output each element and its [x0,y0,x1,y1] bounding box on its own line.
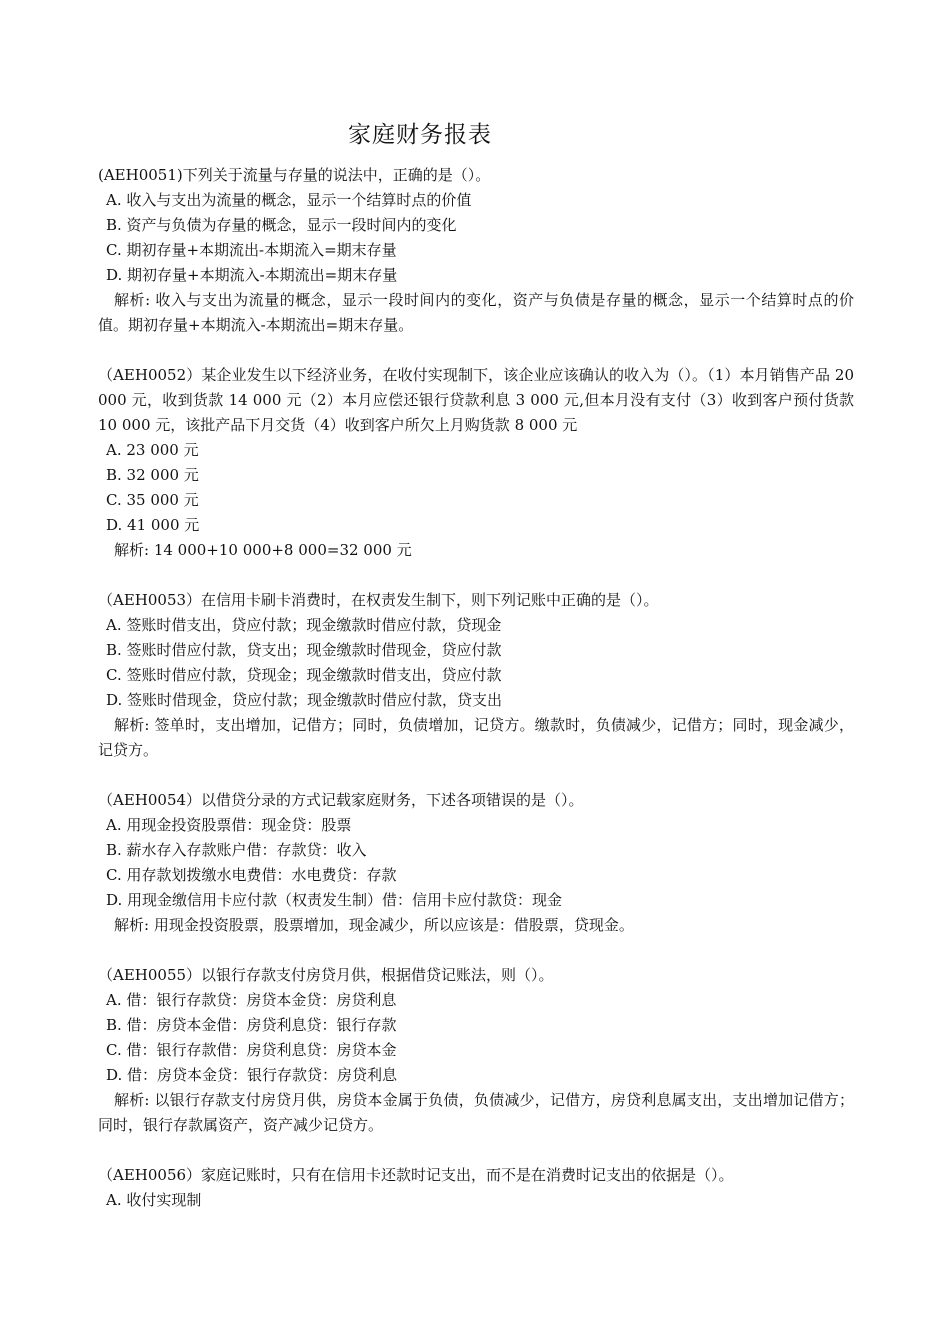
page-title: 家庭财务报表 [348,122,492,148]
question-stem: (AEH0051)下列关于流量与存量的说法中，正确的是（）。 [98,166,491,184]
answer-explanation: 解析: 签单时，支出增加，记借方；同时，负债增加，记贷方。缴款时，负债减少，记借方；同时，现金减少，记贷方。 [98,716,854,759]
answer-option: C. 35 000 元 [106,491,199,509]
answer-option: D. 期初存量+本期流入-本期流出=期末存量 [106,266,398,284]
answer-explanation: 解析: 14 000+10 000+8 000=32 000 元 [114,541,412,559]
question-block [98,1163,854,1213]
answer-option: D. 签账时借现金，贷应付款；现金缴款时借应付款，贷支出 [106,691,503,709]
question-block [98,588,854,763]
question-block [98,963,854,1138]
answer-option: A. 签账时借支出，贷应付款；现金缴款时借应付款，贷现金 [106,616,502,634]
answer-option: A. 23 000 元 [106,441,199,459]
answer-explanation: 解析: 用现金投资股票，股票增加，现金减少，所以应该是：借股票，贷现金。 [114,916,634,934]
answer-option: C. 签账时借应付款，贷现金；现金缴款时借支出，贷应付款 [106,666,502,684]
answer-explanation: 解析: 收入与支出为流量的概念，显示一段时间内的变化，资产与负债是存量的概念，显示一个结算时点的价值。期初存量+本期流入-本期流出=期末存量。 [98,291,854,334]
answer-option: B. 签账时借应付款，贷支出；现金缴款时借现金，贷应付款 [106,641,502,659]
question-block [98,363,854,563]
answer-option: B. 资产与负债为存量的概念，显示一段时间内的变化 [106,216,457,234]
question-block [98,788,854,938]
answer-option: D. 借：房贷本金贷：银行存款贷：房贷利息 [106,1066,398,1084]
question-stem: （AEH0055）以银行存款支付房贷月供，根据借贷记账法，则（）。 [98,966,554,984]
answer-option: A. 借：银行存款贷：房贷本金贷：房贷利息 [106,991,397,1009]
answer-option: A. 收入与支出为流量的概念，显示一个结算时点的价值 [106,191,472,209]
question-block [98,163,854,338]
answer-option: D. 41 000 元 [106,516,200,534]
answer-option: C. 借：银行存款借：房贷利息贷：房贷本金 [106,1041,397,1059]
question-stem: （AEH0056）家庭记账时，只有在信用卡还款时记支出，而不是在消费时记支出的依据是（）。 [98,1166,734,1184]
question-stem: （AEH0052）某企业发生以下经济业务，在收付实现制下，该企业应该确认的收入为（）。（1）本月销售产品 20 000 元，收到货款 14 000 元（2）本月应偿还银行贷款利息 3 000 元,但本月没有支付（3）收到客户预付货款 10 000 元，该批产品下月交货（4）收到客户所欠上月购货款 8 000 元 [98,366,854,434]
answer-option: C. 用存款划拨缴水电费借：水电费贷：存款 [106,866,397,884]
answer-option: A. 收付实现制 [106,1191,202,1209]
answer-option: B. 薪水存入存款账户借：存款贷：收入 [106,841,367,859]
answer-option: C. 期初存量+本期流出-本期流入=期末存量 [106,241,397,259]
question-stem: （AEH0053）在信用卡刷卡消费时，在权责发生制下，则下列记账中正确的是（）。 [98,591,659,609]
answer-option: B. 32 000 元 [106,466,199,484]
answer-option: B. 借：房贷本金借：房贷利息贷：银行存款 [106,1016,397,1034]
question-stem: （AEH0054）以借贷分录的方式记载家庭财务，下述各项错误的是（）。 [98,791,584,809]
answer-option: D. 用现金缴信用卡应付款（权责发生制）借：信用卡应付款贷：现金 [106,891,563,909]
answer-option: A. 用现金投资股票借：现金贷：股票 [106,816,352,834]
question-list [98,163,854,1238]
answer-explanation: 解析: 以银行存款支付房贷月供，房贷本金属于负债，负债减少，记借方，房贷利息属支出，支出增加记借方；同时，银行存款属资产，资产减少记贷方。 [98,1091,854,1134]
